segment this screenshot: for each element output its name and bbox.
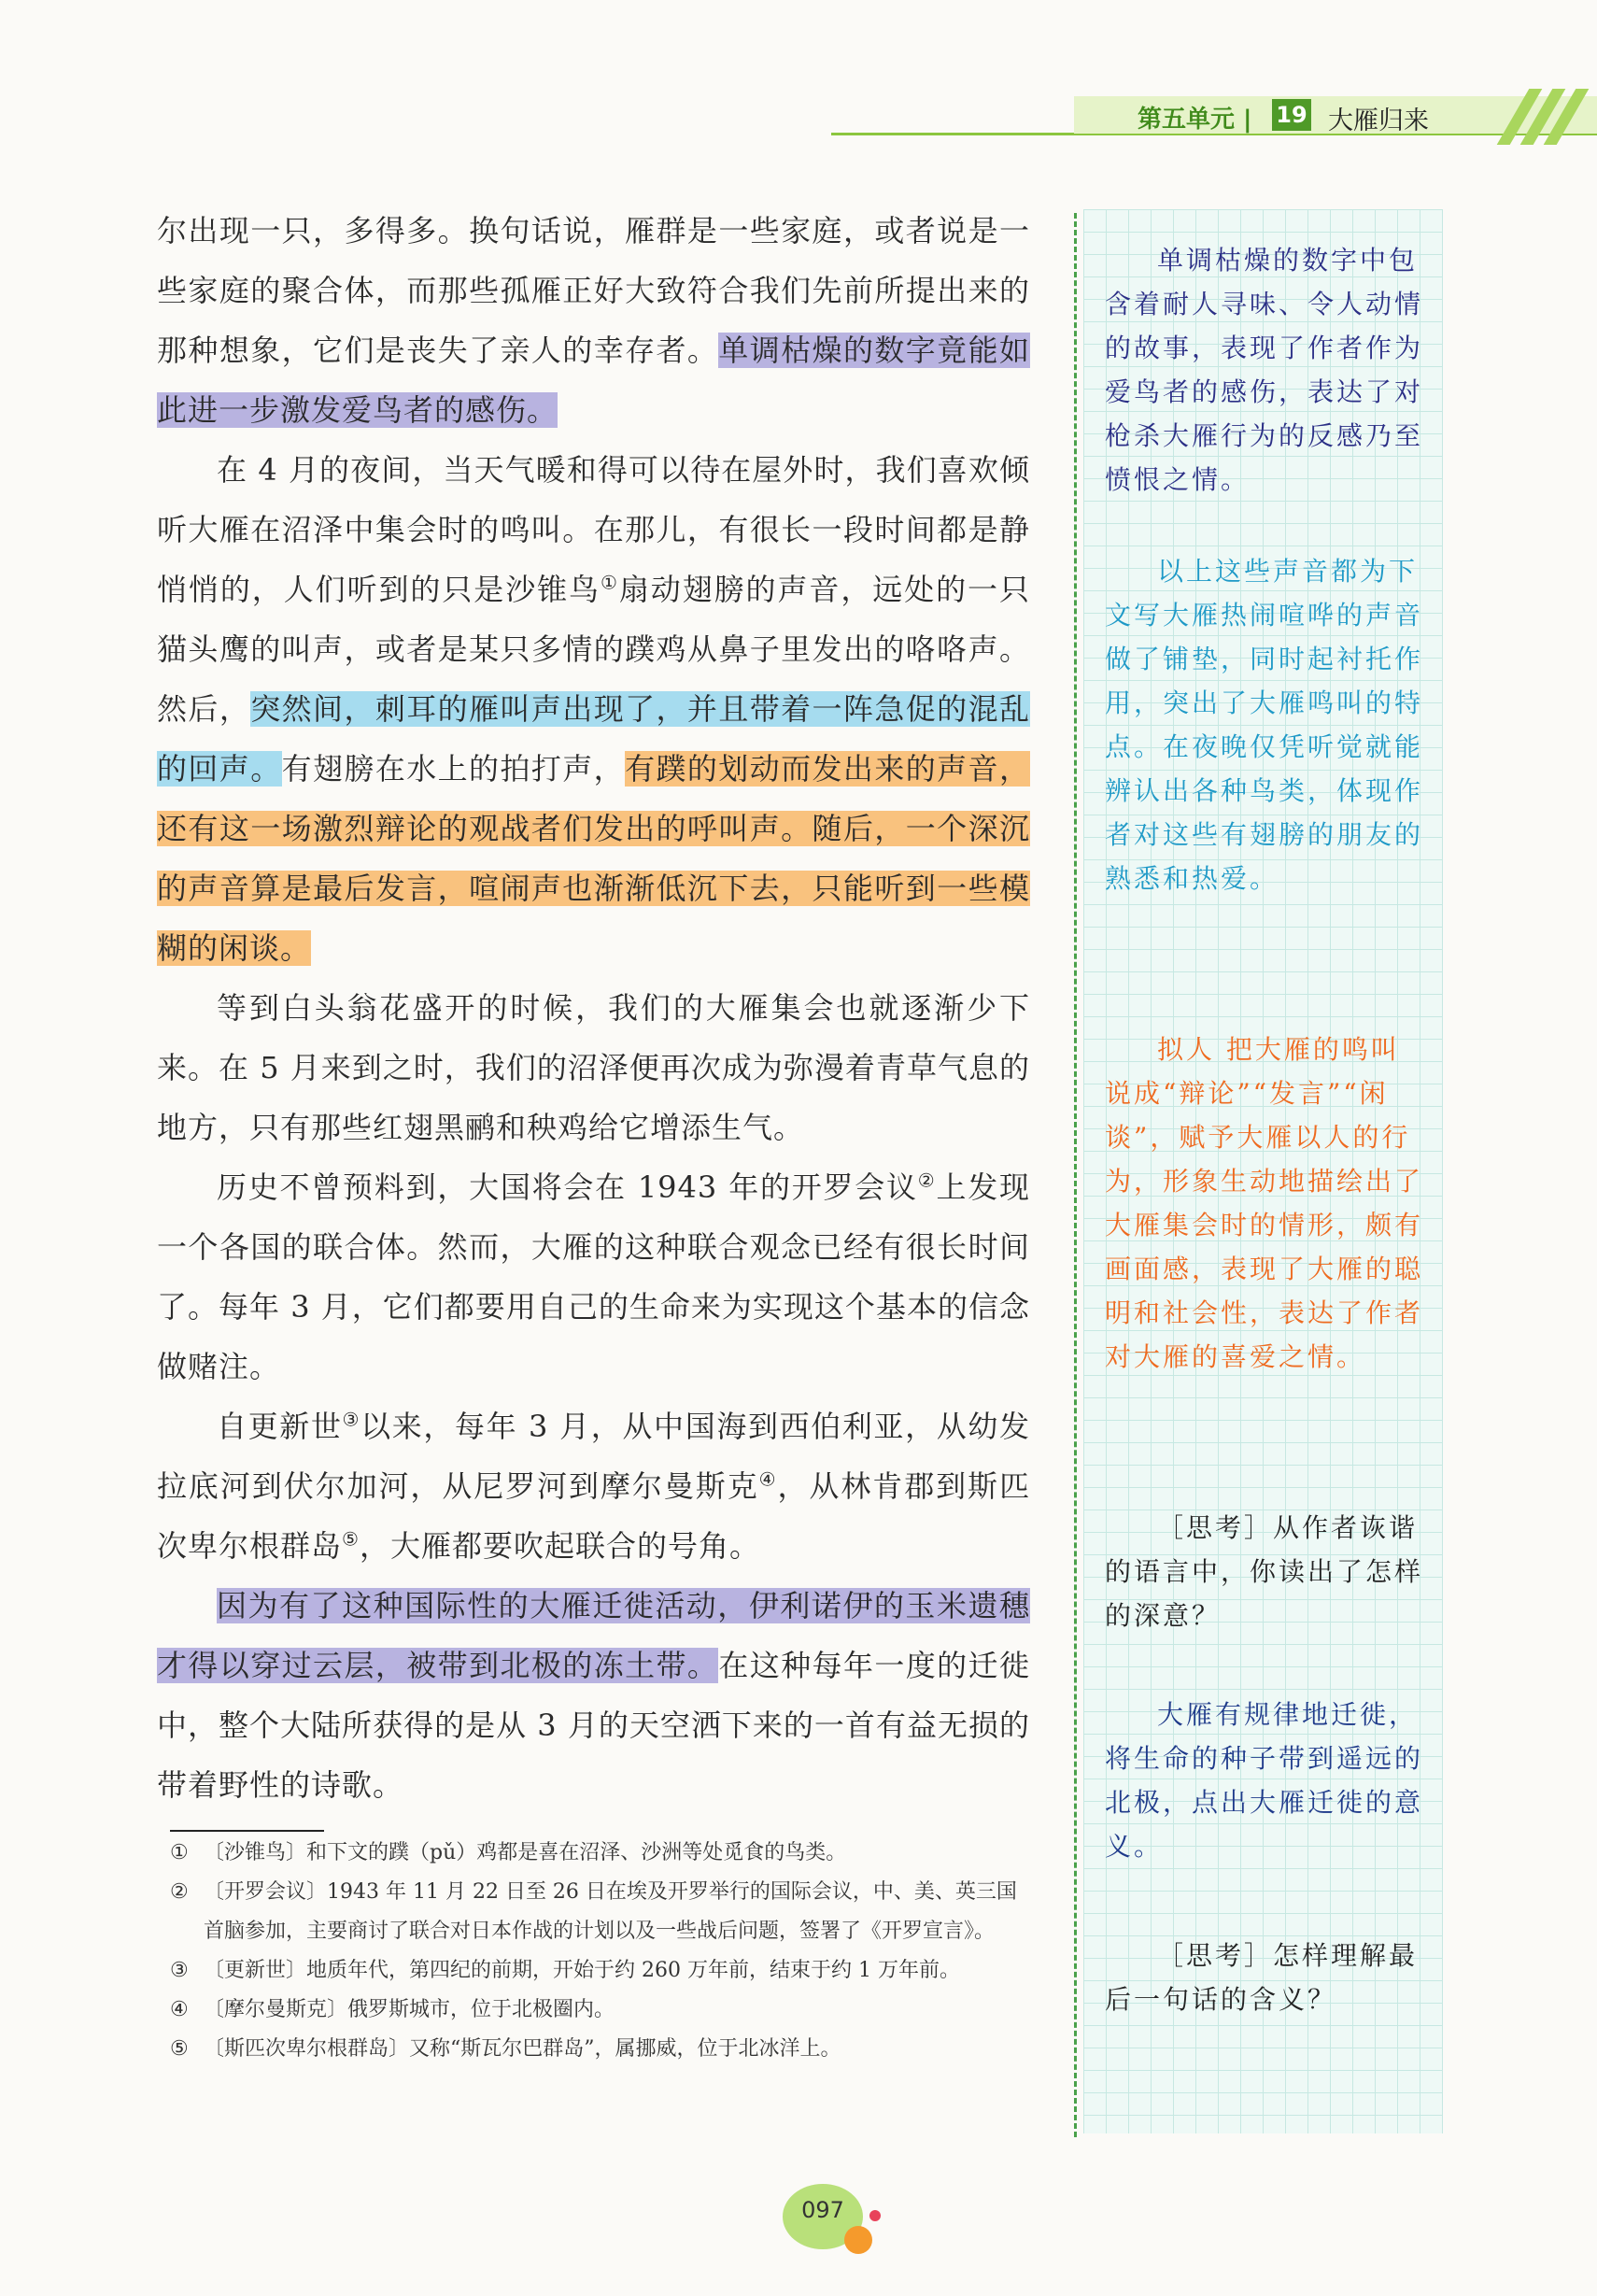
footnote-ref[interactable]: ③	[342, 1408, 361, 1431]
annotation-note: 单调枯燥的数字中包含着耐人寻味、令人动情的故事，表现了作者作为爱鸟者的感伤，表达了对枪杀大雁行为的反感乃至愤恨之情。	[1105, 245, 1424, 495]
page-number: 097	[801, 2197, 844, 2223]
paragraph: 历史不曾预料到，大国将会在 1943 年的开罗会议②上发现一个各国的联合体。然而，大雁的这种联合观念已经有很长时间了。每年 3 月，它们都要用自己的生命来为实现这个基本的信念做赌注。	[157, 1169, 1030, 1384]
annotation-note: 以上这些声音都为下文写大雁热闹喧哗的声音做了铺垫，同时起衬托作用，突出了大雁鸣叫的特点。在夜晚仅凭听觉就能辨认出各种鸟类，体现作者对这些有翅膀的朋友的熟悉和热爱。	[1105, 556, 1424, 894]
highlight-orange: 有蹼的划动而发出来的声音，还有这一场激烈辩论的观战者们发出的呼叫声。随后，一个深沉的声音算是最后发言，喧闹声也渐渐低沉下去，只能听到一些模糊的闲谈。	[157, 751, 1030, 966]
highlight-purple: 单调枯燥的数字竟能如此进一步激发爱鸟者的感伤。	[157, 333, 1030, 428]
decorative-dot	[869, 2210, 881, 2221]
footnote: ① 〔沙锥鸟〕和下文的蹼（pǔ）鸡都是喜在沼泽、沙洲等处觅食的鸟类。	[170, 1841, 847, 1864]
footnote: ② 〔开罗会议〕1943 年 11 月 22 日至 26 日在埃及开罗举行的国际会议，中、美、英三国首脑参加，主要商讨了联合对日本作战的计划以及一些战后问题，签署了《开罗宣言》。	[170, 1880, 1017, 1943]
annotation-note: 拟人 把大雁的鸣叫说成“辩论”“发言”“闲谈”，赋予大雁以人的行为，形象生动地描绘出了大雁集会时的情形，颇有画面感，表现了大雁的聪明和社会性，表达了作者对大雁的喜爱之情。	[1105, 1034, 1424, 1372]
paragraph: 自更新世③以来，每年 3 月，从中国海到西伯利亚，从幼发拉底河到伏尔加河，从尼罗河到摩尔曼斯克④，从林肯郡到斯匹次卑尔根群岛⑤，大雁都要吹起联合的号角。	[157, 1408, 1030, 1564]
paragraph: 等到白头翁花盛开的时候，我们的大雁集会也就逐渐少下来。在 5 月来到之时，我们的沼泽便再次成为弥漫着青草气息的地方，只有那些红翅黑鹂和秧鸡给它增添生气。	[157, 990, 1030, 1145]
footnote: ⑤ 〔斯匹次卑尔根群岛〕又称“斯瓦尔巴群岛”，属挪威，位于北冰洋上。	[170, 2037, 841, 2061]
paragraph: 尔出现一只，多得多。换句话说，雁群是一些家庭，或者说是一些家庭的聚合体，而那些孤雁正好大致符合我们先前所提出来的那种想象，它们是丧失了亲人的幸存者。单调枯燥的数字竟能如此进一步激发爱鸟者的感伤。	[157, 213, 1030, 428]
footnote-rule	[170, 1830, 324, 1832]
footnote-ref[interactable]: ②	[917, 1169, 937, 1192]
annotation-divider	[1074, 213, 1077, 2137]
decorative-dot	[844, 2226, 872, 2254]
annotation-note: 大雁有规律地迁徙，将生命的种子带到遥远的北极，点出大雁迁徙的意义。	[1105, 1699, 1424, 1862]
main-text	[157, 201, 1030, 1815]
footnote: ③ 〔更新世〕地质年代，第四纪的前期，开始于约 260 万年前，结束于约 1 万年前。	[170, 1959, 960, 1982]
footnote: ④ 〔摩尔曼斯克〕俄罗斯城市，位于北极圈内。	[170, 1998, 615, 2021]
paragraph: 因为有了这种国际性的大雁迁徙活动，伊利诺伊的玉米遗穗才得以穿过云层，被带到北极的冻土带。在这种每年一度的迁徙中，整个大陆所获得的是从 3 月的天空洒下来的一首有益无损的带着野性的诗歌。	[157, 1588, 1030, 1803]
highlight-purple: 因为有了这种国际性的大雁迁徙活动，伊利诺伊的玉米遗穗才得以穿过云层，被带到北极的冻土带。	[157, 1588, 1030, 1683]
footnote-ref[interactable]: ⑤	[342, 1527, 360, 1551]
lesson-number: 19	[1272, 99, 1311, 131]
highlight-blue: 突然间，刺耳的雁叫声出现了，并且带着一阵急促的混乱的回声。	[157, 691, 1030, 787]
think-question: ［思考］怎样理解最后一句话的含义？	[1105, 1940, 1419, 2015]
unit-label: 第五单元 |	[1138, 106, 1252, 134]
footnote-ref[interactable]: ④	[758, 1467, 778, 1491]
footnote-ref[interactable]: ①	[600, 571, 619, 594]
think-question: ［思考］从作者诙谐的语言中，你读出了怎样的深意？	[1105, 1512, 1424, 1631]
paragraph: 在 4 月的夜间，当天气暖和得可以待在屋外时，我们喜欢倾听大雁在沼泽中集会时的鸣叫。在那儿，有很长一段时间都是静悄悄的，人们听到的只是沙锥鸟①扇动翅膀的声音，远处的一只猫头鹰的叫声，或者是某只多情的蹼鸡从鼻子里发出的咯咯声。然后，突然间，刺耳的雁叫声出现了，并且带着一阵急促的混乱的回声。有翅膀在水上的拍打声，有蹼的划动而发出来的声音，还有这一场激烈辩论的观战者们发出的呼叫声。随后，一个深沉的声音算是最后发言，喧闹声也渐渐低沉下去，只能听到一些模糊的闲谈。	[157, 452, 1030, 966]
lesson-title: 大雁归来	[1328, 106, 1429, 135]
footnotes	[170, 1834, 1034, 2069]
